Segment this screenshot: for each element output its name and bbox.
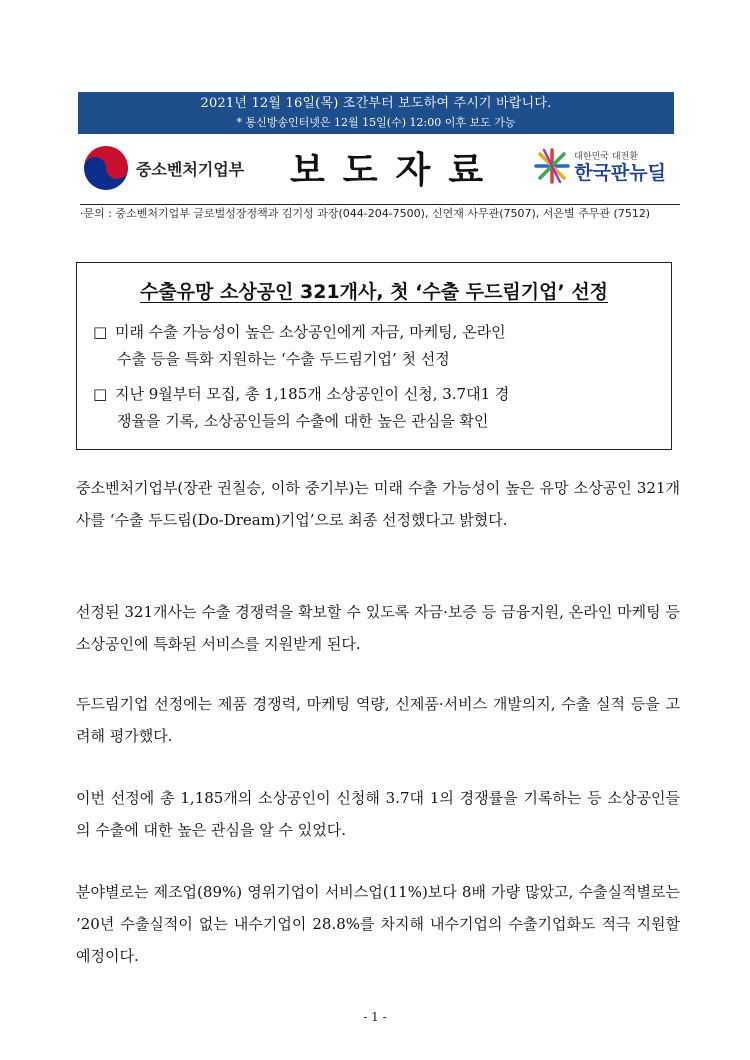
ministry-logo — [84, 146, 244, 190]
press-release-title: 보도자료 — [290, 149, 502, 191]
new-deal-slogan: 대한민국 대전환 — [574, 151, 638, 162]
taegeuk-emblem-icon — [84, 146, 128, 190]
body-paragraph-4: 이번 선정에 총 1,185개의 소상공인이 신청해 3.7대 1의 경쟁률을 기록하는 등 소상공인들의 수출에 대한 높은 관심을 알 수 있었다. — [76, 789, 680, 839]
korean-new-deal-logo — [534, 148, 666, 184]
headline-box — [76, 262, 672, 450]
ministry-name: 중소벤처기업부 — [136, 159, 245, 179]
embargo-line-2: * 통신방송인터넷은 12월 15일(수) 12:00 이후 보도 가능 — [236, 116, 516, 129]
checkbox-bullet-icon: □ — [93, 323, 108, 341]
bullet-line: 수출 등을 특화 지원하는 ‘수출 두드림기업’ 첫 선정 — [117, 350, 450, 368]
summary-bullet — [93, 381, 663, 435]
masthead — [78, 140, 674, 200]
embargo-line-1: 2021년 12월 16일(목) 조간부터 보도하여 주시기 바랍니다. — [200, 96, 552, 111]
summary-bullet — [93, 319, 663, 373]
page-number: - 1 - — [363, 1010, 387, 1024]
headline-title: 수출유망 소상공인 321개사, 첫 ‘수출 두드림기업’ 선정 — [139, 281, 609, 303]
body-paragraph-1: 중소벤처기업부(장관 권칠승, 이하 중기부)는 미래 수출 가능성이 높은 유망 소상공인 321개사를 ‘수출 두드림(Do-Dream)기업’으로 최종 선정했다고 밝혔다. — [76, 479, 680, 529]
body-paragraph-5: 분야별로는 제조업(89%) 영위기업이 서비스업(11%)보다 8배 가량 많았고, 수출실적별로는 ’20년 수출실적이 없는 내수기업이 28.8%를 차지해 내수기업의 수출기업화도 적극 지원할 예정이다. — [76, 883, 680, 965]
bullet-line: 쟁율을 기록, 소상공인들의 수출에 대한 높은 관심을 확인 — [117, 412, 489, 430]
bullet-line: 미래 수출 가능성이 높은 소상공인에게 자금, 마케팅, 온라인 — [115, 323, 506, 341]
body-paragraph-3: 두드림기업 선정에는 제품 경쟁력, 마케팅 역량, 신제품·서비스 개발의지, 수출 실적 등을 고려해 평가했다. — [76, 695, 680, 745]
contact-info: ·문의 : 중소벤처기업부 글로벌성장정책과 김기성 과장(044-204-7500), 신연재 사무관(7507), 서은별 주무관 (7512) — [80, 204, 680, 223]
body-paragraph-2: 선정된 321개사는 수출 경쟁력을 확보할 수 있도록 자금·보증 등 금융지원, 온라인 마케팅 등 소상공인에 특화된 서비스를 지원받게 된다. — [76, 603, 680, 653]
new-deal-star-icon — [534, 148, 570, 184]
new-deal-name: 한국판뉴딜 — [574, 161, 666, 184]
bullet-line: 지난 9월부터 모집, 총 1,185개 소상공인이 신청, 3.7대1 경 — [115, 385, 510, 403]
embargo-banner — [78, 92, 674, 134]
checkbox-bullet-icon: □ — [93, 385, 108, 403]
